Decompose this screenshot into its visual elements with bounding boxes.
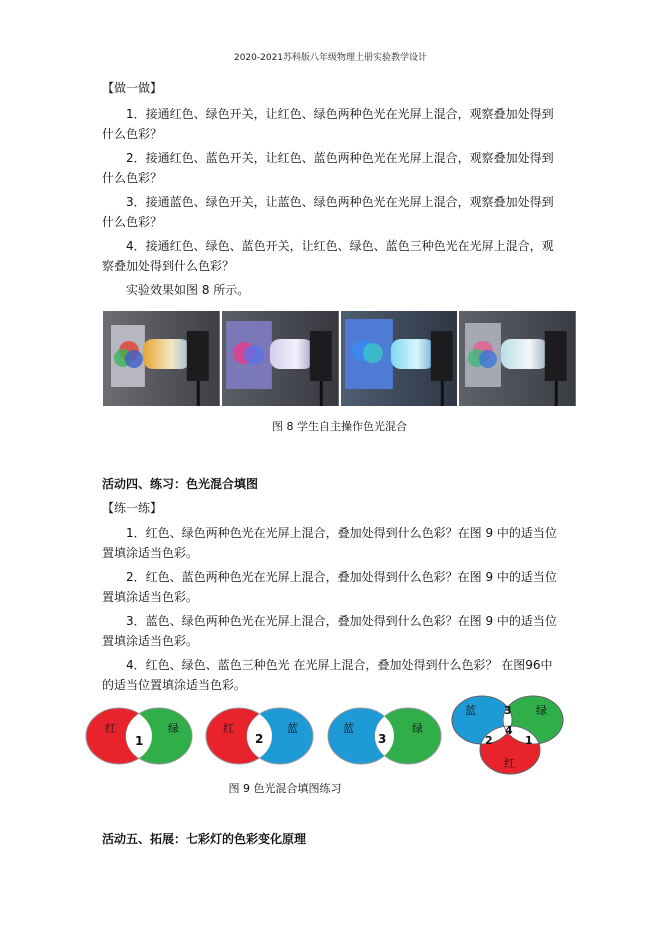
zuoyizuo-title: 【做一做】 <box>102 81 163 95</box>
label-blue: 蓝 <box>465 704 476 717</box>
lianyilian-item-4: 4．红色、绿色、蓝色三种色光 在光屏上混合，叠加处得到什么色彩？ 在图96中的适当位置填涂适当色彩。 <box>102 658 553 692</box>
label-blue: 蓝 <box>287 722 298 735</box>
zuoyizuo-item-1: 1．接通红色、绿色开关，让红色、绿色两种色光在光屏上混合，观察叠加处得到什么色彩？ <box>102 107 554 141</box>
label-red: 红 <box>504 757 515 770</box>
lianyilian-item-1: 1．红色、绿色两种色光在光屏上混合，叠加处得到什么色彩？在图 9 中的适当位置填涂适当色彩。 <box>102 526 557 560</box>
photo-1 <box>103 311 220 406</box>
activity-5-title: 活动五、拓展：七彩灯的色彩变化原理 <box>102 832 307 846</box>
activity-4-title: 活动四、练习：色光混合填图 <box>102 477 259 491</box>
label-blue: 蓝 <box>343 722 354 735</box>
figure-8-photos <box>103 311 576 406</box>
number-2: 2 <box>255 732 264 746</box>
page-header: 2020-2021苏科版八年级物理上册实验教学设计 <box>233 53 428 63</box>
experiment-result-text: 实验效果如图 8 所示。 <box>126 283 250 297</box>
venn-blue-green <box>328 708 441 764</box>
label-green: 绿 <box>412 722 423 735</box>
zuoyizuo-item-4: 4．接通红色、绿色、蓝色开关，让红色、绿色、蓝色三种色光在光屏上混合，观察叠加处得到什么色彩？ <box>102 239 554 273</box>
venn-red-green <box>86 708 192 764</box>
number-1: 1 <box>135 734 144 748</box>
photo-4 <box>459 311 576 406</box>
number-3: 3 <box>378 732 387 746</box>
number-3: 3 <box>504 704 512 717</box>
venn-red-green-blue <box>452 696 563 774</box>
label-green: 绿 <box>168 722 179 735</box>
number-2: 2 <box>485 734 493 747</box>
figure-9-venn-diagrams <box>85 690 575 780</box>
lianyilian-item-3: 3．蓝色、绿色两种色光在光屏上混合，叠加处得到什么色彩？在图 9 中的适当位置填涂适当色彩。 <box>102 614 557 648</box>
label-red: 红 <box>223 722 234 735</box>
photo-2 <box>222 311 339 406</box>
lianyilian-item-2: 2．红色、蓝色两种色光在光屏上混合，叠加处得到什么色彩？在图 9 中的适当位置填涂适当色彩。 <box>102 570 557 604</box>
figure-9-caption: 图 9 色光混合填图练习 <box>228 782 342 795</box>
zuoyizuo-item-3: 3．接通蓝色、绿色开关，让蓝色、绿色两种色光在光屏上混合，观察叠加处得到什么色彩？ <box>102 195 554 229</box>
zuoyizuo-item-2: 2．接通红色、蓝色开关，让红色、蓝色两种色光在光屏上混合，观察叠加处得到什么色彩？ <box>102 151 554 185</box>
number-1: 1 <box>525 734 533 747</box>
figure-8-caption: 图 8 学生自主操作色光混合 <box>272 420 407 433</box>
label-red: 红 <box>105 722 116 735</box>
venn-red-blue <box>206 708 313 764</box>
number-4: 4 <box>505 724 513 737</box>
label-green: 绿 <box>536 704 547 717</box>
photo-3 <box>341 311 458 406</box>
activity-4-subtitle: 【练一练】 <box>102 501 163 515</box>
